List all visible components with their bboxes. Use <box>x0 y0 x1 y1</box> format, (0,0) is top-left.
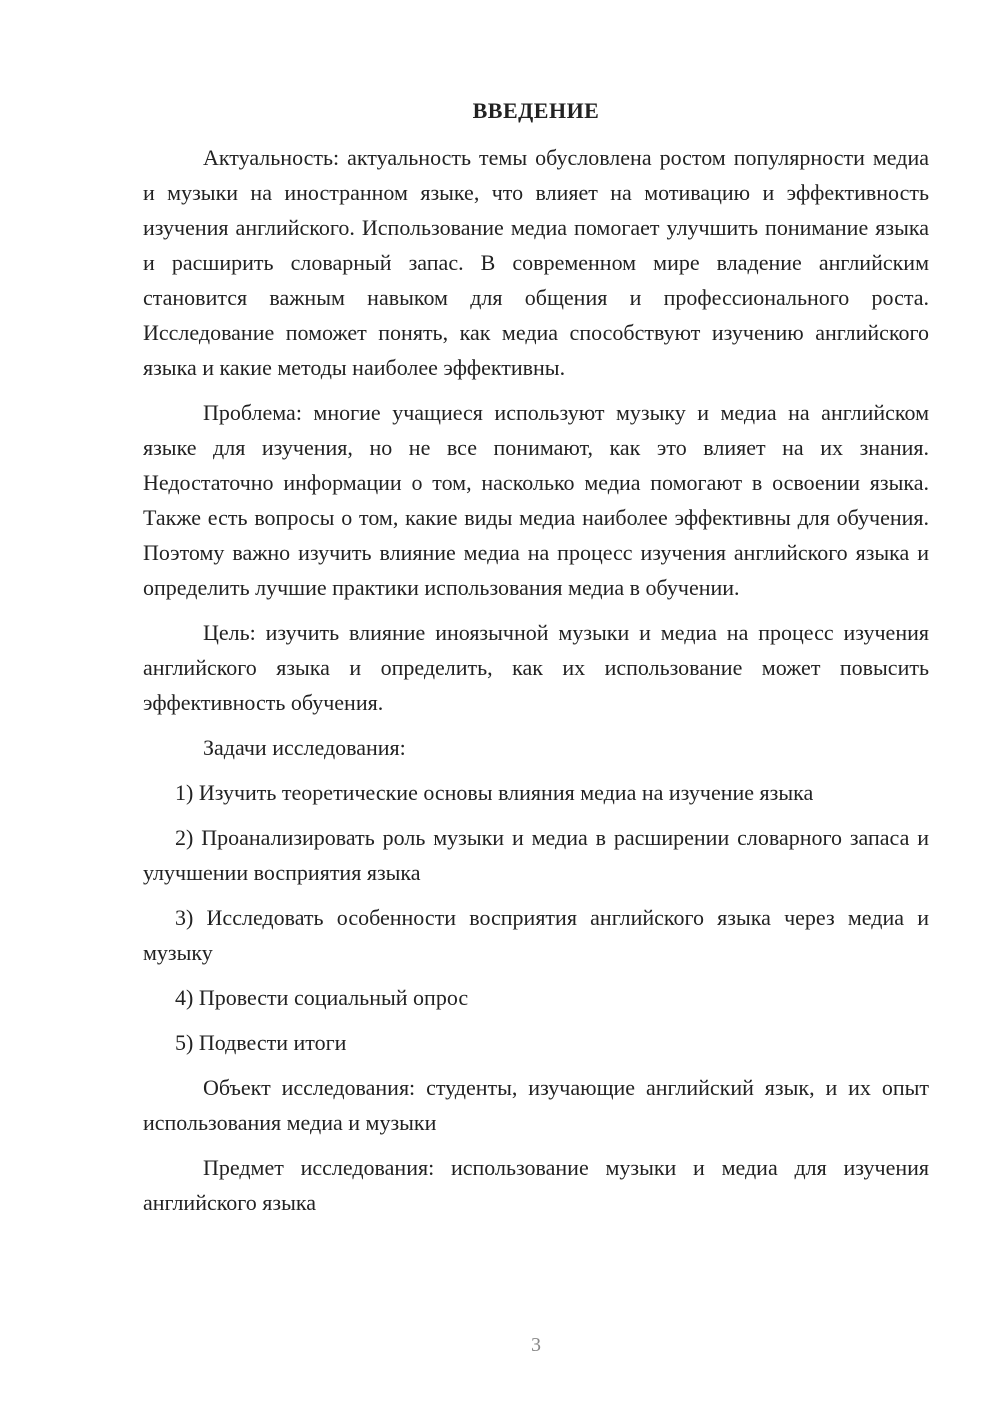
task-item-2: 2) Проанализировать роль музыки и медиа в расширении словарного запаса и улучшении восприятия языка <box>143 825 929 885</box>
paragraph-goal: Цель: изучить влияние иноязычной музыки и медиа на процесс изучения английского языка и определить, как их использование может повысить эффективность обучения. <box>143 620 929 715</box>
document-page <box>143 96 929 1230</box>
task-item-5: 5) Подвести итоги <box>175 1030 347 1055</box>
paragraph-subject: Предмет исследования: использование музыки и медиа для изучения английского языка <box>143 1155 929 1215</box>
task-item-3: 3) Исследовать особенности восприятия английского языка через медиа и музыку <box>143 905 929 965</box>
task-item-4: 4) Провести социальный опрос <box>175 985 469 1010</box>
paragraph-object: Объект исследования: студенты, изучающие английский язык, и их опыт использования медиа и музыки <box>143 1075 929 1135</box>
page-title: ВВЕДЕНИЕ <box>472 98 600 123</box>
paragraph-problem: Проблема: многие учащиеся используют музыку и медиа на английском языке для изучения, но не все понимают, как это влияет на их знания. Недостаточно информации о том, насколько медиа помогают в освоении языка. Также есть вопросы о том, какие виды медиа наиболее эффективны для обучения. Поэтому важно изучить влияние медиа на процесс изучения английского языка и определить лучшие практики использования медиа в обучении. <box>143 400 929 600</box>
paragraph-relevance: Актуальность: актуальность темы обусловлена ростом популярности медиа и музыки на иностранном языке, что влияет на мотивацию и эффективность изучения английского. Использование медиа помогает улучшить понимание языка и расширить словарный запас. В современном мире владение английским становится важным навыком для общения и профессионального роста. Исследование поможет понять, как медиа способствуют изучению английского языка и какие методы наиболее эффективны. <box>143 145 929 380</box>
tasks-heading: Задачи исследования: <box>203 735 406 760</box>
task-item-1: 1) Изучить теоретические основы влияния медиа на изучение языка <box>175 780 814 805</box>
page-number: 3 <box>531 1334 541 1356</box>
